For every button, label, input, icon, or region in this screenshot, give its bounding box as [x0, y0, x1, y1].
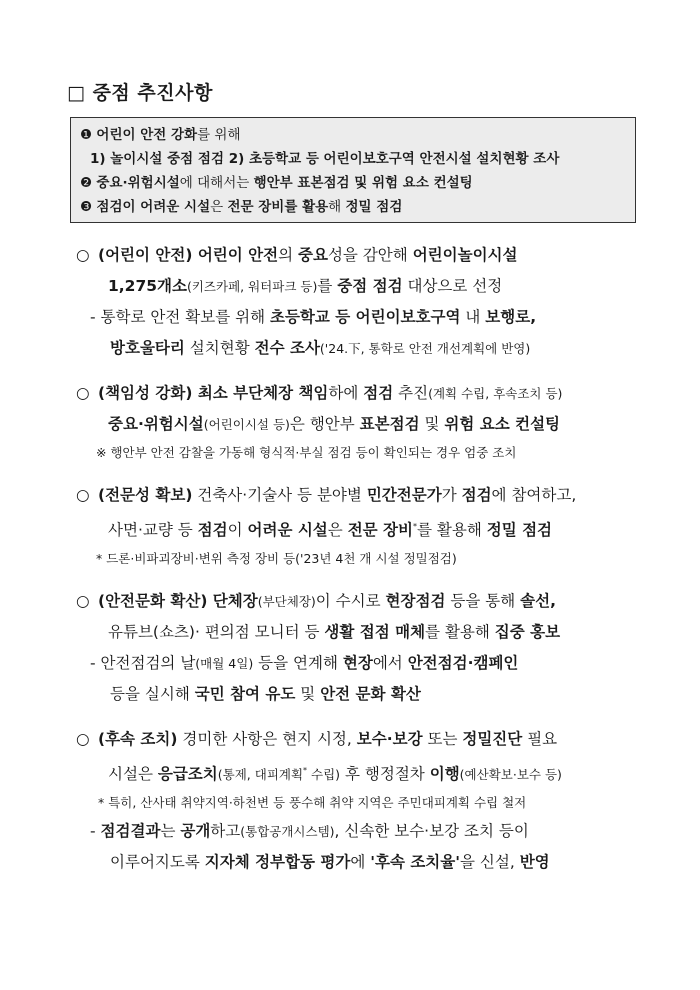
text: (전문성 확보)	[98, 486, 193, 504]
footnote-star: *	[303, 766, 308, 776]
text: 를	[317, 277, 338, 295]
text: 점검결과	[100, 822, 161, 841]
text: 에서	[372, 654, 408, 673]
text: 보수·보강	[356, 730, 423, 749]
section-note: ※ 행안부 안전 감찰을 가동해 형식적·부실 점검 등이 확인되는 경우 엄중 조치	[96, 445, 517, 460]
text: (어린이시설 등)	[203, 417, 290, 432]
text: 설치현황	[184, 339, 255, 357]
text: 솔선,	[520, 592, 556, 611]
text: 반영	[519, 853, 550, 872]
summary-text: 어린이 안전 강화	[96, 127, 198, 143]
text: 어린이놀이시설	[412, 246, 518, 264]
text: 및	[419, 415, 445, 433]
section-line	[76, 409, 656, 440]
section-accountability	[76, 378, 656, 466]
section-expertise	[76, 480, 656, 572]
text: 전문 장비	[347, 521, 413, 540]
summary-text: 정밀 점검	[345, 199, 403, 215]
number-marker-3: ❸	[80, 199, 93, 215]
text: 정밀 점검	[486, 521, 553, 540]
text: 이루어지도록	[110, 853, 205, 872]
text: 는	[160, 822, 181, 841]
text: 공개	[180, 822, 211, 841]
section-note: * 드론·비파괴장비·변위 측정 장비 등('23년 4천 개 시설 정밀점검)	[96, 551, 457, 567]
text: (통합공개시스템)	[240, 824, 335, 840]
text: 안전 문화 확산	[320, 685, 421, 704]
text: 사면·교량 등	[108, 521, 198, 540]
section-line	[76, 724, 656, 755]
text: 중요·위험시설	[108, 415, 204, 433]
text: 초등학교 등 어린이보호구역	[269, 308, 461, 326]
text: , 신속한 보수·보강 조치 등이	[334, 822, 529, 841]
summary-text: 은	[210, 199, 228, 215]
text: (계획 수립, 후속조치 등)	[428, 386, 563, 401]
text: 보행로,	[485, 308, 537, 326]
section-note: * 특히, 산사태 취약지역·하천변 등 풍수해 취약 지역은 주민대피계획 수립 철저	[98, 795, 527, 811]
text: (통제, 대피계획	[217, 767, 304, 783]
section-line	[76, 511, 656, 546]
text: 등을 연계해	[253, 654, 343, 673]
circle-bullet: ○	[76, 730, 90, 749]
text: 를 활용해	[425, 623, 495, 642]
summary-item-1	[80, 123, 635, 147]
text: 등을 통해	[445, 592, 521, 611]
text: 또는	[422, 730, 463, 749]
summary-text: 행안부 표본점검 및 위험 요소 컨설팅	[253, 175, 473, 191]
summary-text: 점검이 어려운 시설	[96, 199, 211, 215]
section-line	[76, 302, 656, 333]
text: 국민 참여 유도	[194, 685, 296, 704]
text: 건축사·기술사 등 분야별	[192, 486, 367, 504]
text: 대상으로 선정	[402, 277, 503, 295]
summary-box	[70, 117, 636, 223]
text: 에	[350, 853, 371, 872]
summary-item-1-sub: 1) 놀이시설 중점 점검 2) 초등학교 등 어린이보호구역 안전시설 설치현황 조사	[90, 151, 560, 167]
text: 응급조치	[157, 765, 218, 784]
footnote-star: *	[412, 522, 417, 531]
text: 현장점검	[385, 592, 446, 611]
text: 에 참여하고,	[491, 486, 577, 504]
summary-text: 를 위해	[197, 127, 241, 143]
circle-bullet: ○	[76, 384, 90, 402]
text: 어려운 시설	[247, 521, 328, 540]
text: 의	[278, 246, 298, 264]
text: 은 행안부	[289, 415, 360, 433]
text: 은	[327, 521, 348, 540]
summary-text: 중요·위험시설	[96, 175, 180, 191]
circle-bullet: ○	[76, 486, 90, 504]
dash-bullet: -	[90, 654, 96, 673]
text: (예산확보·보수 등)	[459, 767, 562, 783]
text: 후 행정절차	[340, 765, 430, 784]
text: (후속 조치)	[98, 730, 178, 749]
section-line	[76, 271, 656, 302]
text: '후속 조치율'	[370, 853, 460, 872]
text: 점검	[197, 521, 228, 540]
summary-text: 전문 장비를 활용	[227, 199, 329, 215]
text: 방호울타리	[110, 339, 185, 357]
text: 현장	[342, 654, 373, 673]
section-safety-culture	[76, 586, 656, 710]
text: 시설은	[108, 765, 158, 784]
dash-bullet: -	[90, 308, 96, 326]
text: 중요	[298, 246, 328, 264]
text: 생활 접점 매체	[324, 623, 426, 642]
summary-text: 해	[328, 199, 346, 215]
circle-bullet: ○	[76, 592, 90, 611]
text: 민간전문가	[366, 486, 442, 504]
content-body	[76, 240, 656, 892]
text: 내	[460, 308, 486, 326]
text: (안전문화 확산) 단체장	[98, 592, 258, 611]
text: 유튜브(쇼츠)· 편의점 모니터 등	[108, 623, 325, 642]
text: 통학로 안전 확보를 위해	[100, 308, 270, 326]
summary-item-3	[80, 195, 635, 219]
text: 점검	[461, 486, 492, 504]
text: 점검	[363, 384, 394, 402]
text: 이 수시로	[315, 592, 386, 611]
text: 및	[295, 685, 321, 704]
section-line	[76, 617, 656, 648]
text: 위험 요소 컨설팅	[444, 415, 561, 433]
text: 표본점검	[359, 415, 420, 433]
text: 가	[441, 486, 462, 504]
text: 하에	[328, 384, 364, 402]
text: 성을 감안해	[327, 246, 413, 264]
text: 중점 점검	[337, 277, 403, 295]
section-follow-up	[76, 724, 656, 878]
section-line	[76, 679, 656, 710]
section-line	[76, 648, 656, 679]
section-line	[76, 816, 656, 847]
text: 1,275개소	[108, 277, 187, 295]
text: 경미한 사항은 현지 시정,	[177, 730, 357, 749]
text: (키즈카페, 워터파크 등)	[186, 279, 318, 294]
text: 필요	[522, 730, 558, 749]
section-line	[76, 378, 656, 409]
page-heading: □ 중점 추진사항	[67, 82, 213, 104]
summary-text: 에 대해서는	[179, 175, 254, 191]
circle-bullet: ○	[76, 246, 90, 264]
text: 이	[227, 521, 248, 540]
section-child-safety	[76, 240, 656, 364]
text: 를 활용해	[416, 521, 487, 540]
text: 안전점검·캠페인	[407, 654, 519, 673]
text: (어린이 안전) 어린이 안전	[98, 246, 279, 264]
text: 전수 조사	[254, 339, 320, 357]
number-marker-2: ❷	[80, 175, 93, 191]
text: 등을 실시해	[110, 685, 195, 704]
section-line	[76, 755, 656, 790]
text: 추진	[393, 384, 429, 402]
number-marker-1: ❶	[80, 127, 93, 143]
summary-item-2	[80, 171, 635, 195]
text: 이행	[429, 765, 460, 784]
text: (부단체장)	[257, 594, 316, 610]
text: 을 신설,	[460, 853, 520, 872]
dash-bullet: -	[90, 822, 96, 841]
text: 안전점검의 날	[100, 654, 196, 673]
text: (매월 4일)	[195, 656, 254, 672]
text: 수립)	[307, 767, 341, 783]
section-line	[76, 847, 656, 878]
text: 집중 홍보	[494, 623, 561, 642]
section-line	[76, 480, 656, 511]
text: 지자체 정부합동 평가	[204, 853, 351, 872]
section-line	[76, 333, 656, 364]
section-line	[76, 586, 656, 617]
section-line	[76, 240, 656, 271]
text: ('24.下, 통학로 안전 개선계획에 반영)	[319, 341, 531, 356]
text: 하고	[210, 822, 241, 841]
text: 정밀진단	[462, 730, 523, 749]
text: (책임성 강화) 최소 부단체장 책임	[98, 384, 329, 402]
